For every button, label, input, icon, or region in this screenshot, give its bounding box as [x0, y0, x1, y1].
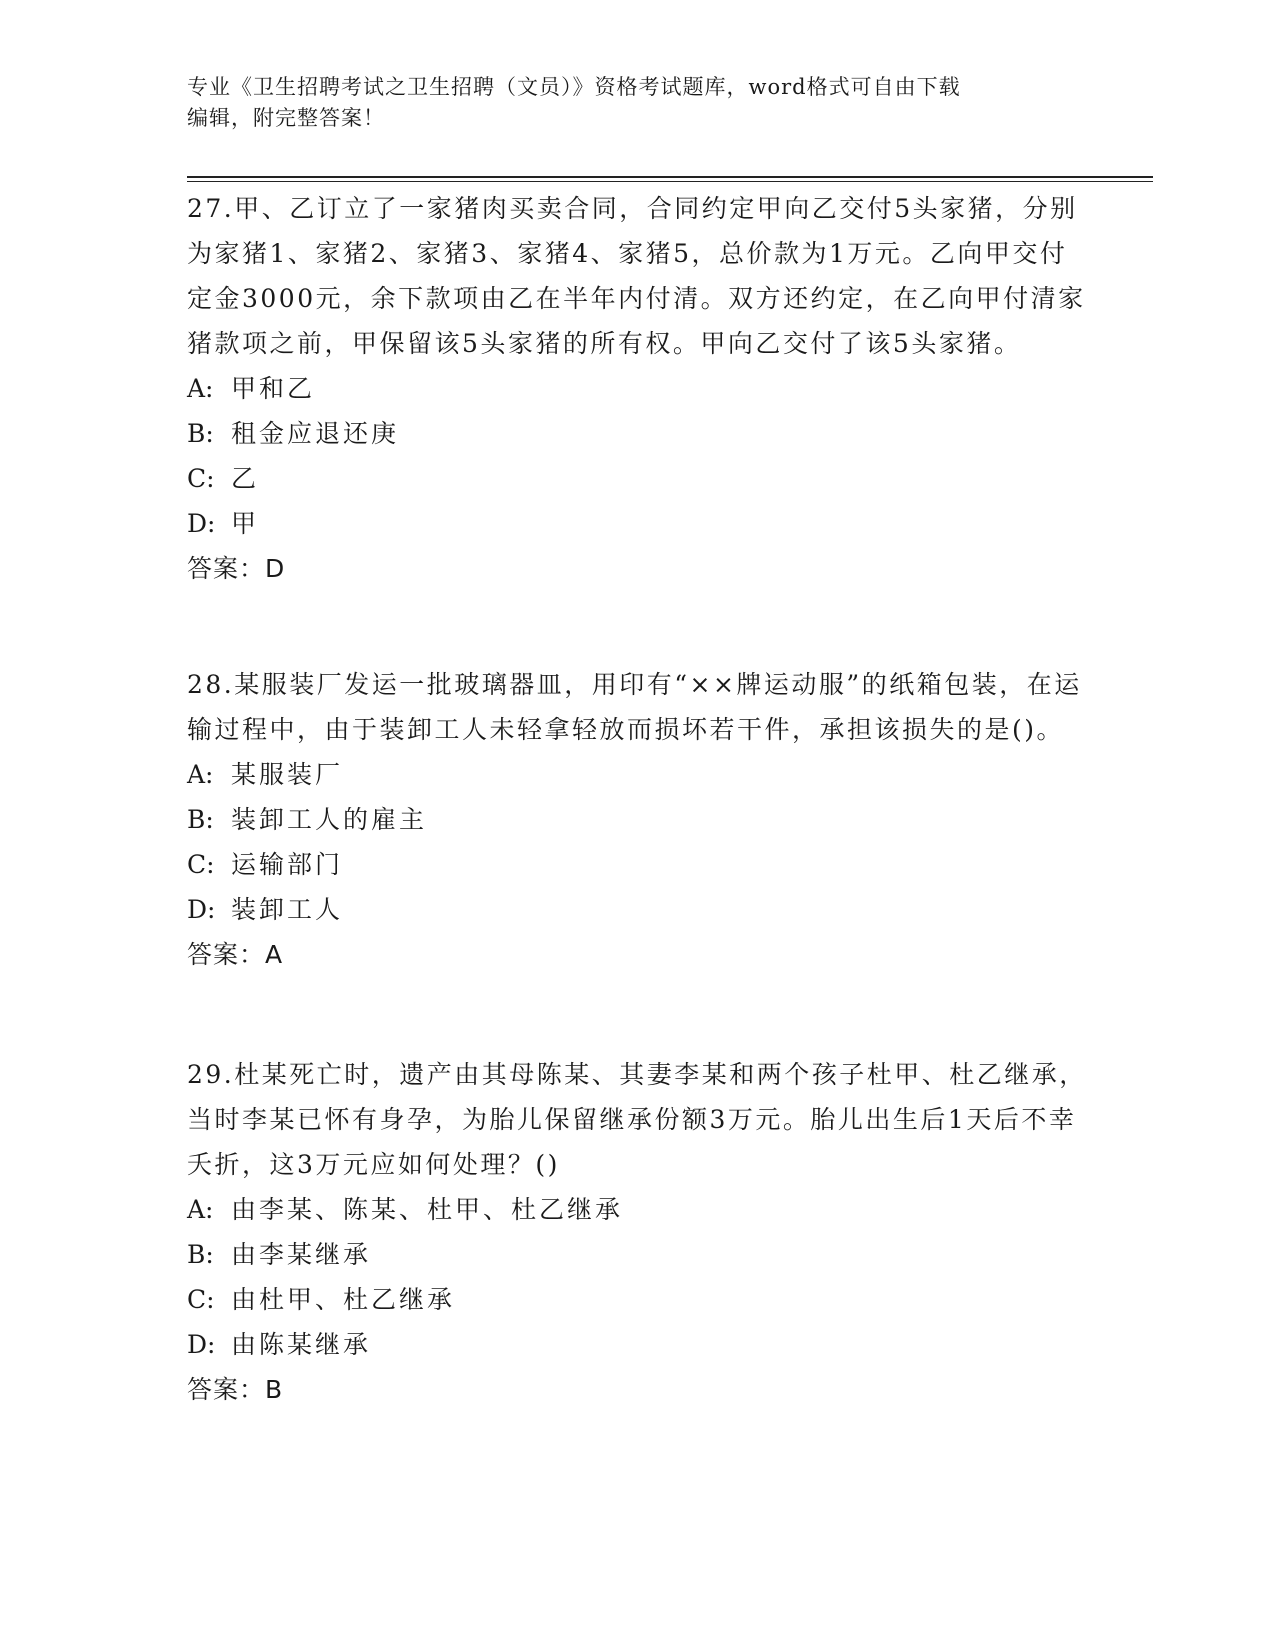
option-c [187, 1277, 1087, 1322]
option-text: 由杜甲、杜乙继承 [231, 1285, 456, 1314]
question-29 [187, 1052, 1087, 1413]
option-key: B: [187, 419, 214, 448]
option-c [187, 456, 1087, 501]
option-text: 甲 [231, 509, 260, 538]
option-text: 运输部门 [231, 850, 344, 879]
option-key: B: [187, 1240, 214, 1269]
answer-label: 答案：D [187, 554, 286, 583]
option-text: 装卸工人的雇主 [231, 805, 428, 834]
option-text: 由李某继承 [231, 1240, 372, 1269]
option-text: 乙 [231, 464, 260, 493]
option-text: 装卸工人 [231, 895, 344, 924]
option-key: C: [187, 464, 215, 493]
option-a [187, 366, 1087, 411]
option-text: 租金应退还庚 [231, 419, 400, 448]
header-line-1: 专业《卫生招聘考试之卫生招聘（文员）》资格考试题库，word格式可自由下载 [187, 75, 961, 99]
option-key: B: [187, 805, 214, 834]
option-b [187, 411, 1087, 456]
option-text: 由陈某继承 [231, 1330, 372, 1359]
option-key: D: [187, 509, 216, 538]
option-key: C: [187, 1285, 215, 1314]
option-key: A: [187, 760, 214, 789]
question-stem: 29.杜某死亡时，遗产由其母陈某、其妻李某和两个孩子杜甲、杜乙继承，当时李某已怀有身孕，为胎儿保留继承份额3万元。胎儿出生后1天后不幸夭折，这3万元应如何处理？() [187, 1060, 1087, 1179]
option-b [187, 1232, 1087, 1277]
option-text: 某服装厂 [231, 760, 344, 789]
option-key: C: [187, 850, 215, 879]
option-c [187, 842, 1087, 887]
document-header [187, 72, 1067, 134]
option-d [187, 501, 1087, 546]
option-a [187, 1187, 1087, 1232]
option-text: 甲和乙 [231, 374, 316, 403]
question-27 [187, 186, 1087, 592]
header-divider-thick [187, 176, 1153, 178]
option-key: D: [187, 1330, 216, 1359]
option-key: D: [187, 895, 216, 924]
option-d [187, 887, 1087, 932]
question-stem: 27.甲、乙订立了一家猪肉买卖合同，合同约定甲向乙交付5头家猪，分别为家猪1、家猪2、家猪3、家猪4、家猪5，总价款为1万元。乙向甲交付定金3000元，余下款项由乙在半年内付清。双方还约定，在乙向甲付清家猪款项之前，甲保留该5头家猪的所有权。甲向乙交付了该5头家猪。 [187, 194, 1086, 358]
option-b [187, 797, 1087, 842]
answer-label: 答案：B [187, 1375, 284, 1404]
header-line-2: 编辑，附完整答案！ [187, 106, 385, 130]
option-d [187, 1322, 1087, 1367]
question-stem: 28.某服装厂发运一批玻璃器皿，用印有“××牌运动服”的纸箱包装，在运输过程中，由于装卸工人未轻拿轻放而损坏若干件，承担该损失的是()。 [187, 670, 1082, 744]
option-key: A: [187, 374, 214, 403]
option-text: 由李某、陈某、杜甲、杜乙继承 [231, 1195, 624, 1224]
answer-label: 答案：A [187, 940, 284, 969]
option-key: A: [187, 1195, 214, 1224]
question-28 [187, 662, 1087, 978]
header-divider-thin [187, 181, 1153, 182]
option-a [187, 752, 1087, 797]
